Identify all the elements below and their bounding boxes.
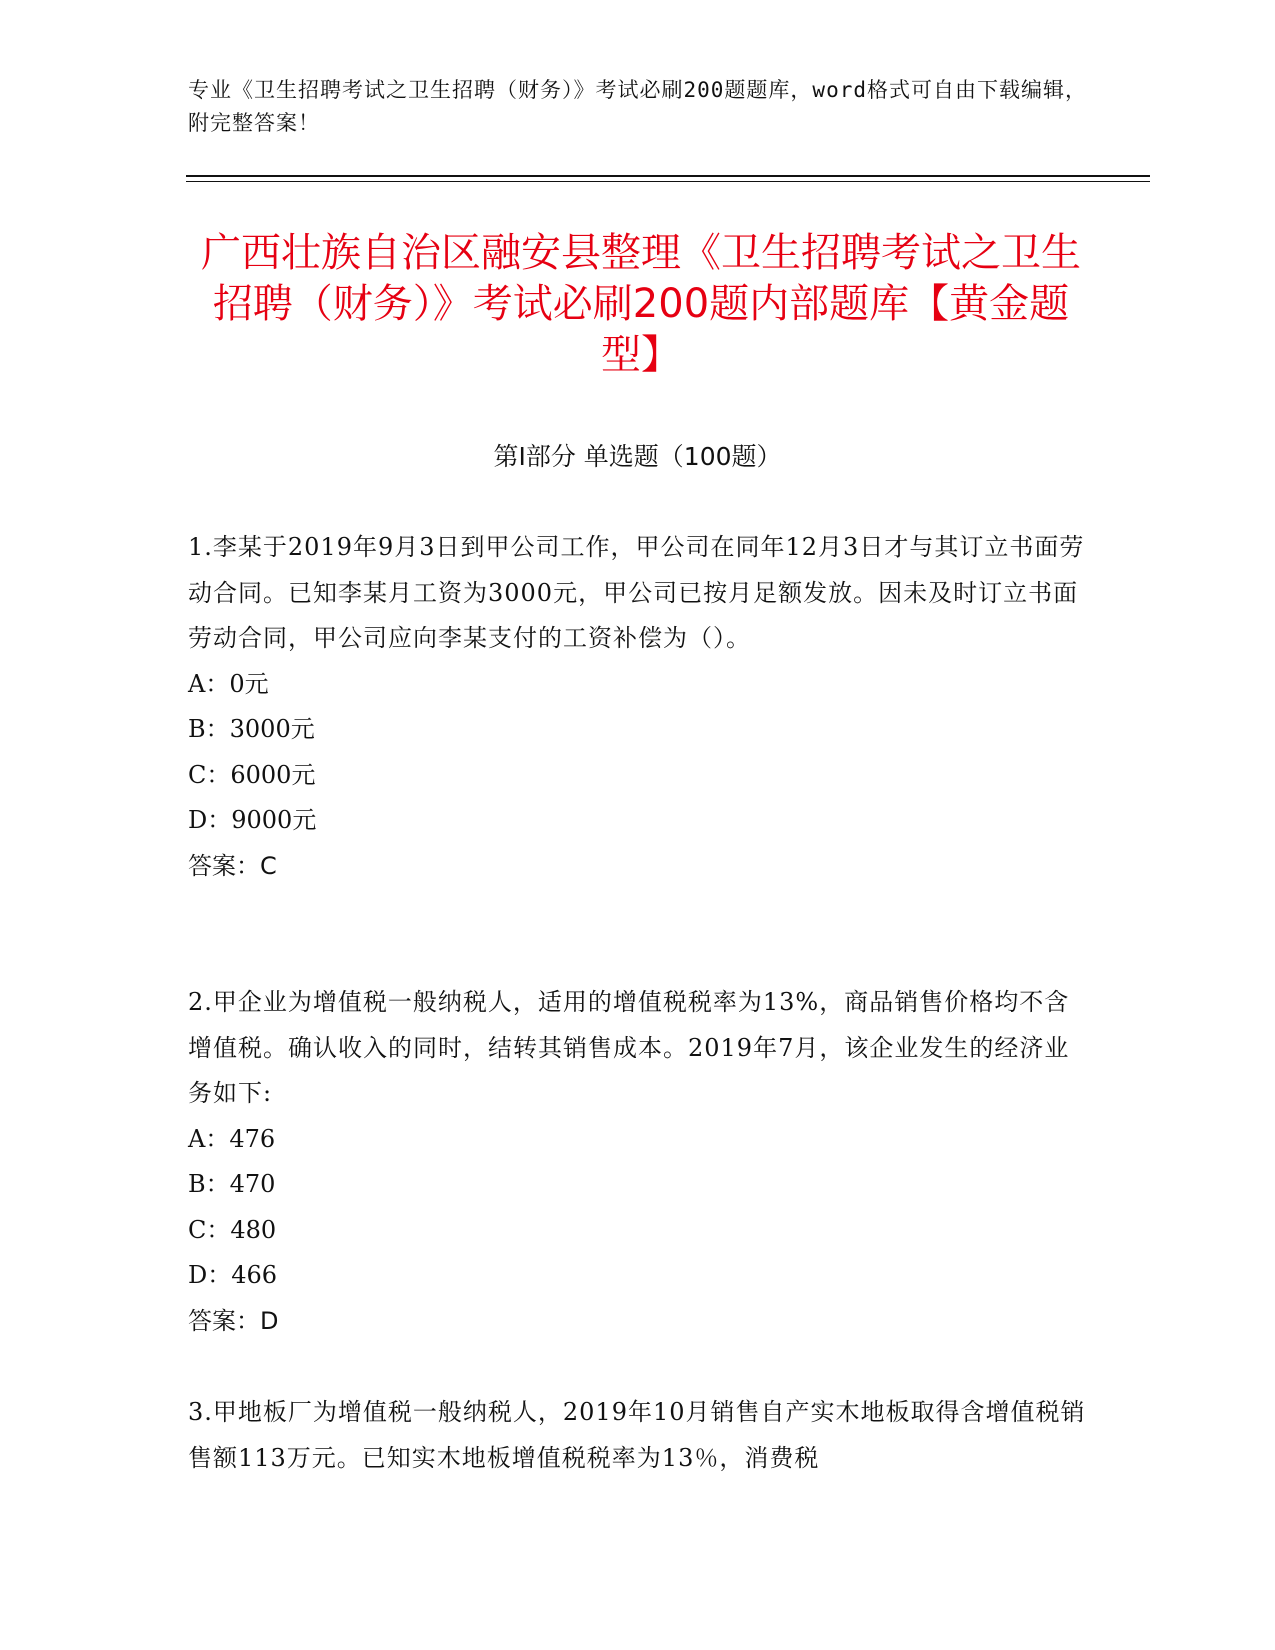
- document-title: 广西壮族自治区融安县整理《卫生招聘考试之卫生招聘（财务）》考试必刷200题内部题库【黄金题型】: [201, 230, 1081, 378]
- option-c: C：6000元: [188, 760, 316, 789]
- option-b: B：470: [188, 1170, 276, 1198]
- option-a: A：476: [188, 1124, 276, 1153]
- answer: 答案：D: [188, 1306, 279, 1335]
- question-stem: 2.甲企业为增值税一般纳税人，适用的增值税税率为13%，商品销售价格均不含增值税。确认收入的同时，结转其销售成本。2019年7月，该企业发生的经济业务如下:: [188, 988, 1070, 1107]
- document-header-note: 专业《卫生招聘考试之卫生招聘（财务）》考试必刷200题题库，word格式可自由下载编辑，附完整答案！: [188, 78, 1087, 135]
- header-divider-thin: [186, 181, 1150, 182]
- option-d: D：9000元: [188, 806, 317, 834]
- question-stem: 3.甲地板厂为增值税一般纳税人，2019年10月销售自产实木地板取得含增值税销售额113万元。已知实木地板增值税税率为13％，消费税: [188, 1398, 1086, 1472]
- question-3: [188, 1390, 1088, 1481]
- section-title: 第Ⅰ部分 单选题（100题）: [493, 442, 782, 471]
- question-2: [188, 980, 1088, 1344]
- option-b: B：3000元: [188, 715, 315, 743]
- header-divider-thick: [186, 175, 1150, 177]
- question-1: [188, 525, 1088, 889]
- question-stem: 1.李某于2019年9月3日到甲公司工作，甲公司在同年12月3日才与其订立书面劳动合同。已知李某月工资为3000元，甲公司已按月足额发放。因未及时订立书面劳动合同，甲公司应向李某支付的工资补偿为（）。: [188, 533, 1085, 652]
- option-c: C：480: [188, 1215, 277, 1244]
- answer: 答案：C: [188, 851, 277, 880]
- option-d: D：466: [188, 1261, 278, 1289]
- option-a: A：0元: [188, 669, 269, 698]
